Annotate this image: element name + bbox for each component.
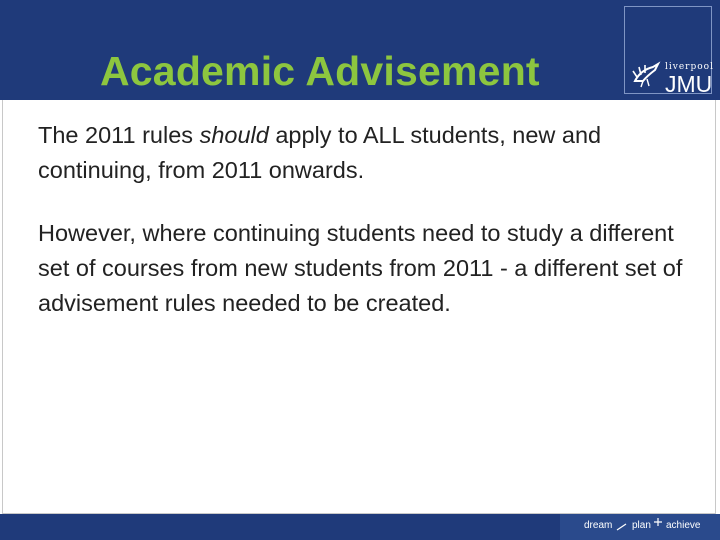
arrow-icon [616,522,628,532]
paragraph-1-start: The 2011 rules [38,122,200,148]
tagline-dream: dream [584,520,613,531]
logo-mark-text: JMU [665,71,713,97]
footer-tagline-band [560,514,720,540]
logo-city-text: liverpool [665,62,714,72]
plus-icon [654,518,662,526]
slide-body [38,118,688,349]
tagline-plan: plan [632,520,651,531]
liver-bird-icon [631,59,661,89]
emphasis-should: should [199,122,269,148]
university-logo [624,6,714,97]
header-bar [0,0,720,100]
slide-title: Academic Advisement [100,48,540,94]
paragraph-2: However, where continuing students need to study a different set of courses from new students from 2011 - a different set of advisement rules needed to be created. [38,220,683,316]
paragraph-1-end: apply to ALL students, new and continuing, from 2011 onwards. [38,122,602,183]
paragraph-1 [38,118,688,188]
footer-bar [0,514,720,540]
tagline-achieve: achieve [666,520,701,531]
